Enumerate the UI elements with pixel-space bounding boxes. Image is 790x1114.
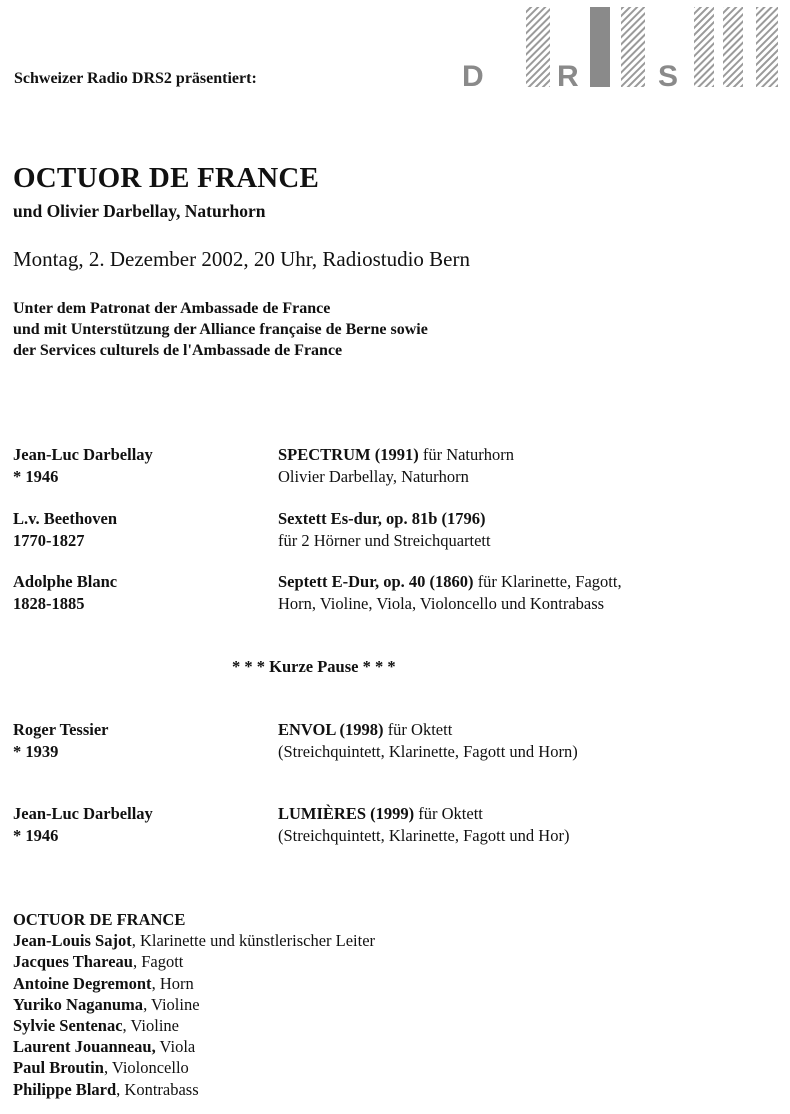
- composer-name: Adolphe Blanc: [13, 572, 118, 591]
- member-role: , Horn: [151, 973, 194, 993]
- program-work-3: [278, 571, 622, 614]
- ensemble-heading: OCTUOR DE FRANCE: [13, 910, 186, 929]
- drs-logo: [462, 4, 784, 90]
- composer-dates: 1770-1827: [13, 530, 85, 550]
- logo-letter-d: D: [462, 60, 484, 90]
- composer-name: Jean-Luc Darbellay: [13, 445, 153, 464]
- ensemble-block: [13, 909, 375, 1100]
- work-title: SPECTRUM (1991): [278, 445, 419, 464]
- program-work-2: [278, 508, 491, 551]
- member-role: , Violoncello: [103, 1058, 189, 1078]
- intermission: * * * Kurze Pause * * *: [232, 657, 396, 676]
- work-detail: für 2 Hörner und Streichquartett: [278, 530, 491, 550]
- patronat-line: und mit Unterstützung der Alliance française de Berne sowie: [13, 321, 428, 338]
- member-row: [13, 973, 375, 994]
- member-row: [13, 1079, 375, 1100]
- composer-dates: 1828-1885: [13, 593, 85, 613]
- work-instrumentation: für Oktett: [383, 720, 453, 739]
- member-name: Antoine Degremont: [13, 973, 152, 993]
- logo-hatch-bar-3: [694, 7, 714, 87]
- member-name: Jean-Louis Sajot: [13, 931, 132, 951]
- member-row: [13, 951, 375, 972]
- composer-name: Roger Tessier: [13, 720, 109, 739]
- member-role: , Klarinette und künstlerischer Leiter: [131, 931, 376, 951]
- member-row: [13, 1036, 375, 1057]
- program-work-5: [278, 803, 569, 846]
- program-composer-5: [13, 803, 153, 846]
- composer-name: L.v. Beethoven: [13, 509, 118, 528]
- program-work-1: [278, 444, 514, 487]
- patronat-block: [13, 298, 428, 361]
- work-instrumentation: für Naturhorn: [418, 445, 515, 464]
- member-name: Sylvie Sentenac: [13, 1016, 123, 1036]
- member-role: , Fagott: [132, 952, 184, 972]
- member-name: Yuriko Naganuma: [13, 994, 144, 1014]
- work-title: Septett E-Dur, op. 40 (1860): [278, 572, 474, 591]
- work-title: ENVOL (1998): [278, 720, 384, 739]
- logo-hatch-bar-1: [526, 7, 550, 87]
- work-detail: (Streichquintett, Klarinette, Fagott und Horn): [278, 741, 578, 761]
- member-role: , Violine: [143, 994, 200, 1014]
- patronat-line: Unter dem Patronat der Ambassade de France: [13, 300, 331, 317]
- member-row: [13, 1015, 375, 1036]
- program-composer-1: [13, 444, 153, 487]
- program-composer-2: [13, 508, 117, 551]
- work-instrumentation: für Klarinette, Fagott,: [473, 572, 622, 591]
- work-instrumentation: für Oktett: [414, 804, 483, 823]
- composer-dates: * 1939: [13, 741, 59, 761]
- work-title: Sextett Es-dur, op. 81b (1796): [278, 509, 486, 528]
- member-name: Jacques Thareau: [13, 952, 133, 972]
- member-row: [13, 994, 375, 1015]
- concert-date: Montag, 2. Dezember 2002, 20 Uhr, Radiostudio Bern: [13, 247, 470, 271]
- logo-hatch-bar-2: [621, 7, 645, 87]
- composer-name: Jean-Luc Darbellay: [13, 804, 153, 823]
- member-name: Philippe Blard: [13, 1079, 117, 1099]
- logo-letter-r: R: [557, 60, 579, 90]
- member-name: Laurent Jouanneau,: [13, 1037, 156, 1057]
- logo-hatch-bar-5: [756, 7, 778, 87]
- work-detail: (Streichquintett, Klarinette, Fagott und Hor): [278, 825, 570, 845]
- member-row: [13, 1057, 375, 1078]
- presenter-line: Schweizer Radio DRS2 präsentiert:: [14, 70, 257, 87]
- work-detail: Horn, Violine, Viola, Violoncello und Kontrabass: [278, 593, 605, 613]
- logo-letter-s: S: [658, 60, 679, 90]
- member-role: , Kontrabass: [116, 1079, 199, 1099]
- concert-title: OCTUOR DE FRANCE: [13, 162, 320, 194]
- program-composer-4: [13, 719, 108, 762]
- logo-solid-bar-1: [590, 7, 610, 87]
- member-row: [13, 930, 375, 951]
- work-title: LUMIÈRES (1999): [278, 804, 415, 823]
- patronat-line: der Services culturels de l'Ambassade de France: [13, 342, 343, 359]
- member-name: Paul Broutin: [13, 1058, 104, 1078]
- member-role: , Violine: [122, 1016, 179, 1036]
- concert-subtitle: und Olivier Darbellay, Naturhorn: [13, 201, 266, 221]
- program-work-4: [278, 719, 578, 762]
- composer-dates: * 1946: [13, 825, 59, 845]
- logo-hatch-bar-4: [723, 7, 743, 87]
- composer-dates: * 1946: [13, 466, 59, 486]
- work-detail: Olivier Darbellay, Naturhorn: [278, 466, 469, 486]
- member-role: Viola: [155, 1037, 196, 1057]
- program-composer-3: [13, 571, 117, 614]
